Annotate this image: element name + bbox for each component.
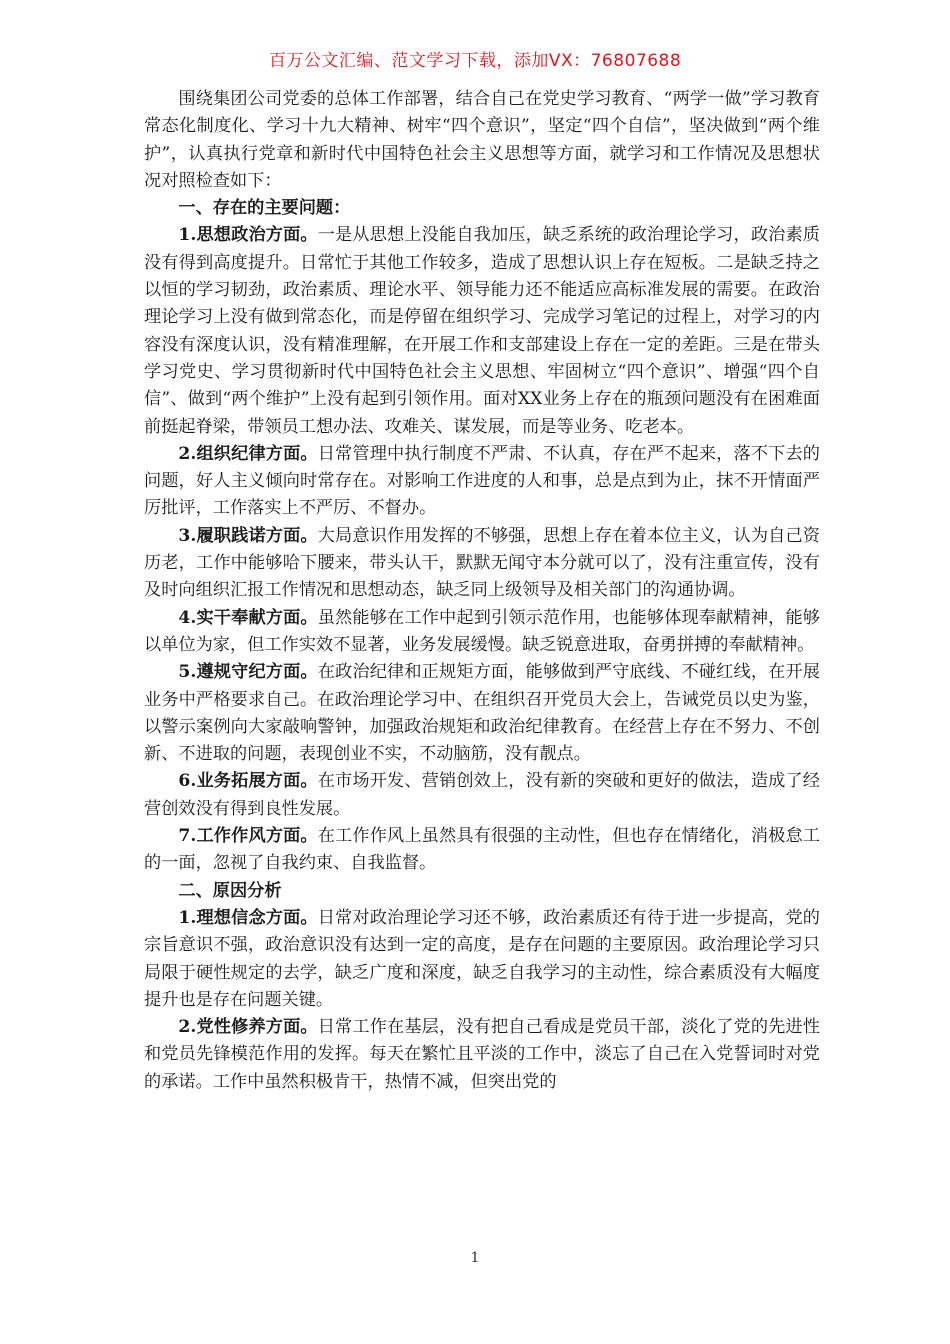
page-number: 1 xyxy=(470,1250,480,1266)
watermark-header: 百万公文汇编、范文学习下载，添加VX：76807688 xyxy=(268,51,682,71)
problem-item-3 xyxy=(144,523,820,605)
item-text: 日常对政治理论学习还不够，政治素质还有待于进一步提高，党的宗旨意识不强，政治意识没有达到一定的高度，是存在问题的主要原因。政治理论学习只局限于硬性规定的去学，缺乏广度和深度，缺乏自我学习的主动性，综合素质没有大幅度提升也是存在问题关键。 xyxy=(144,907,820,1010)
problem-item-5 xyxy=(144,659,820,768)
item-title: 3.履职践诺方面。 xyxy=(178,525,318,546)
section-heading-problems: 一、存在的主要问题： xyxy=(178,198,351,219)
item-title: 5.遵规守纪方面。 xyxy=(178,662,318,683)
item-text: 在市场开发、营销创效上，没有新的突破和更好的做法，造成了经营创效没有得到良性发展。 xyxy=(144,771,820,819)
item-text: 一是从思想上没能自我加压，缺乏系统的政治理论学习，政治素质没有得到高度提升。日常忙于其他工作较多，造成了思想认识上存在短板。二是缺乏持之以恒的学习韧劲，政治素质、理论水平、领导能力还不能适应高标准发展的需要。在政治理论学习上没有做到常态化，而是停留在组织学习、完成学习笔记的过程上，对学习的内容没有深度认识，没有精准理解，在开展工作和支部建设上存在一定的差距。三是在带头学习党史、学习贯彻新时代中国特色社会主义思想、牢固树立“四个意识”、增强“四个自信”、做到“两个维护”上没有起到引领作用。面对XX业务上存在的瓶颈问题没有在困难面前挺起脊梁，带领员工想办法、攻难关、谋发展，而是等业务、吃老本。 xyxy=(144,225,820,437)
item-text: 在工作作风上虽然具有很强的主动性，但也存在情绪化，消极怠工的一面，忽视了自我约束、自我监督。 xyxy=(144,826,820,874)
document-body xyxy=(144,86,820,1096)
problem-item-1 xyxy=(144,222,820,440)
item-title: 2.组织纪律方面。 xyxy=(178,443,318,464)
item-text: 日常工作在基层，没有把自己看成是党员干部，淡化了党的先进性和党员先锋模范作用的发挥。每天在繁忙且平淡的工作中，淡忘了自己在入党誓词时对党的承诺。工作中虽然积极肯干，热情不减，但突出党的 xyxy=(144,1017,820,1092)
item-title: 2.党性修养方面。 xyxy=(178,1017,318,1038)
item-title: 4.实干奉献方面。 xyxy=(178,607,318,628)
problem-item-2 xyxy=(144,441,820,523)
analysis-item-1 xyxy=(144,905,820,1014)
item-text: 日常管理中执行制度不严肃、不认真，存在严不起来，落不下去的问题，好人主义倾向时常存在。对影响工作进度的人和事，总是点到为止，抹不开情面严厉批评，工作落实上不严厉、不督办。 xyxy=(144,443,820,519)
item-text: 大局意识作用发挥的不够强，思想上存在着本位主义，认为自己资历老，工作中能够哈下腰来，带头认干，默默无闻守本分就可以了，没有注重宣传，没有及时向组织汇报工作情况和思想动态，缺乏同上级领导及相关部门的沟通协调。 xyxy=(144,525,820,601)
analysis-item-2 xyxy=(144,1014,820,1096)
item-text: 在政治纪律和正规矩方面，能够做到严守底线、不碰红线，在开展业务中严格要求自己。在政治理论学习中、在组织召开党员大会上，告诫党员以史为鉴，以警示案例向大家敲响警钟，加强政治规矩和政治纪律教育。在经营上存在不努力、不创新、不进取的问题，表现创业不实，不动脑筋，没有靓点。 xyxy=(144,662,820,765)
item-title: 7.工作作风方面。 xyxy=(178,826,318,847)
problem-item-6 xyxy=(144,768,820,823)
problem-item-4 xyxy=(144,605,820,660)
intro-paragraph: 围绕集团公司党委的总体工作部署，结合自己在党史学习教育、“两学一做”学习教育常态化制度化、学习十九大精神、树牢“四个意识”，坚定“四个自信”，坚决做到“两个维护”，认真执行党章和新时代中国特色社会主义思想等方面，就学习和工作情况及思想状况对照检查如下： xyxy=(144,89,820,191)
problem-item-7 xyxy=(144,823,820,878)
item-text: 虽然能够在工作中起到引领示范作用，也能够体现奉献精神，能够以单位为家，但工作实效不显著，业务发展缓慢。缺乏锐意进取，奋勇拼搏的奉献精神。 xyxy=(144,607,820,655)
item-title: 1.理想信念方面。 xyxy=(178,907,318,928)
item-title: 6.业务拓展方面。 xyxy=(178,771,318,792)
item-title: 1.思想政治方面。 xyxy=(178,225,318,246)
section-heading-analysis: 二、原因分析 xyxy=(178,880,282,901)
